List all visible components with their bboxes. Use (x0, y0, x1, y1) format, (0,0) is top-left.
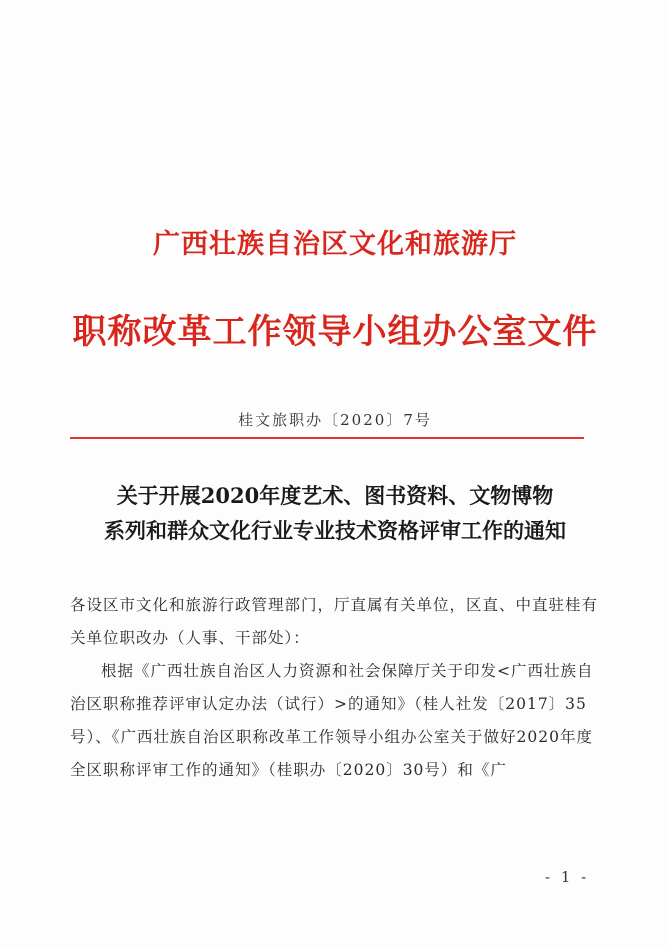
issuing-organization-line1: 广西壮族自治区文化和旅游厅 (153, 229, 517, 260)
issuing-organization-line2: 职称改革工作领导小组办公室文件 (72, 312, 598, 352)
title-line2: 系列和群众文化行业专业技术资格评审工作的通知 (104, 518, 566, 543)
red-divider-rule (70, 437, 584, 439)
title-line1: 关于开展2020年度艺术、图书资料、文物博物 (116, 483, 554, 508)
document-number: 桂文旅职办〔2020〕7号 (238, 411, 432, 429)
document-title (40, 478, 630, 548)
addressee-paragraph: 各设区市文化和旅游行政管理部门，厅直属有关单位，区直、中直驻桂有关单位职改办（人事、干部处）： (70, 596, 599, 647)
body-paragraph: 根据《广西壮族自治区人力资源和社会保障厅关于印发<广西壮族自治区职称推荐评审认定办法（试行）>的通知》（桂人社发〔2017〕35号）、《广西壮族自治区职称改革工作领导小组办公室关于做好2020年度全区职称评审工作的通知》（桂职办〔2020〕30号）和《广 (70, 662, 594, 779)
page-number: - 1 - (545, 868, 590, 886)
